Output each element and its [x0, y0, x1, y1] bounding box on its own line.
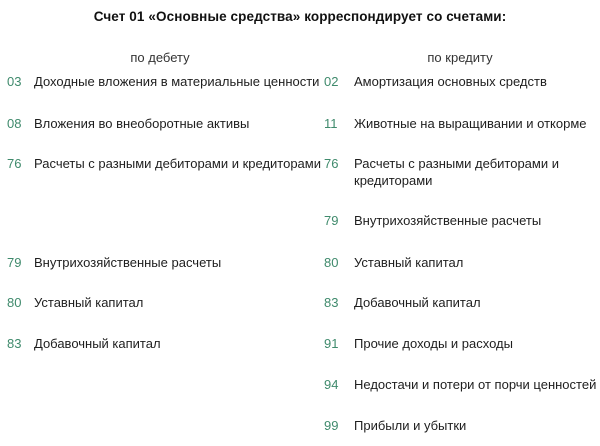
account-name: Недостачи и потери от порчи ценностей: [354, 377, 597, 392]
account-name: Уставный капитал: [34, 295, 144, 310]
debit-column-heading: по дебету: [130, 50, 190, 65]
account-code: 08: [7, 116, 22, 131]
account-code: 80: [7, 295, 22, 310]
account-name: Внутрихозяйственные расчеты: [354, 213, 542, 228]
account-name: Прибыли и убытки: [354, 418, 467, 433]
account-code: 79: [324, 213, 339, 228]
account-code: 83: [324, 295, 339, 310]
account-code: 80: [324, 255, 339, 270]
account-name: Добавочный капитал: [354, 295, 481, 310]
account-code: 91: [324, 336, 339, 351]
account-code: 11: [324, 116, 338, 131]
account-code: 99: [324, 418, 339, 433]
account-code: 94: [324, 377, 339, 392]
account-name: Прочие доходы и расходы: [354, 336, 513, 351]
account-name: Уставный капитал: [354, 255, 464, 270]
account-name: Вложения во внеоборотные активы: [34, 116, 250, 131]
page-title: Счет 01 «Основные средства» корреспондирует со счетами:: [93, 9, 507, 24]
account-code: 02: [324, 74, 339, 89]
account-name: Амортизация основных средств: [354, 74, 547, 89]
account-name: Доходные вложения в материальные ценности: [34, 74, 320, 89]
account-name: Животные на выращивании и откорме: [354, 116, 587, 131]
account-code: 76: [324, 156, 339, 171]
account-code: 03: [7, 74, 22, 89]
credit-column-heading: по кредиту: [427, 50, 493, 65]
account-name: Расчеты с разными дебиторами и кредиторами: [34, 156, 321, 171]
account-code: 76: [7, 156, 22, 171]
account-name: Добавочный капитал: [34, 336, 161, 351]
account-name: Внутрихозяйственные расчеты: [34, 255, 222, 270]
account-name: Расчеты с разными дебиторами и кредиторами: [354, 156, 559, 188]
account-code: 79: [7, 255, 22, 270]
account-code: 83: [7, 336, 22, 351]
